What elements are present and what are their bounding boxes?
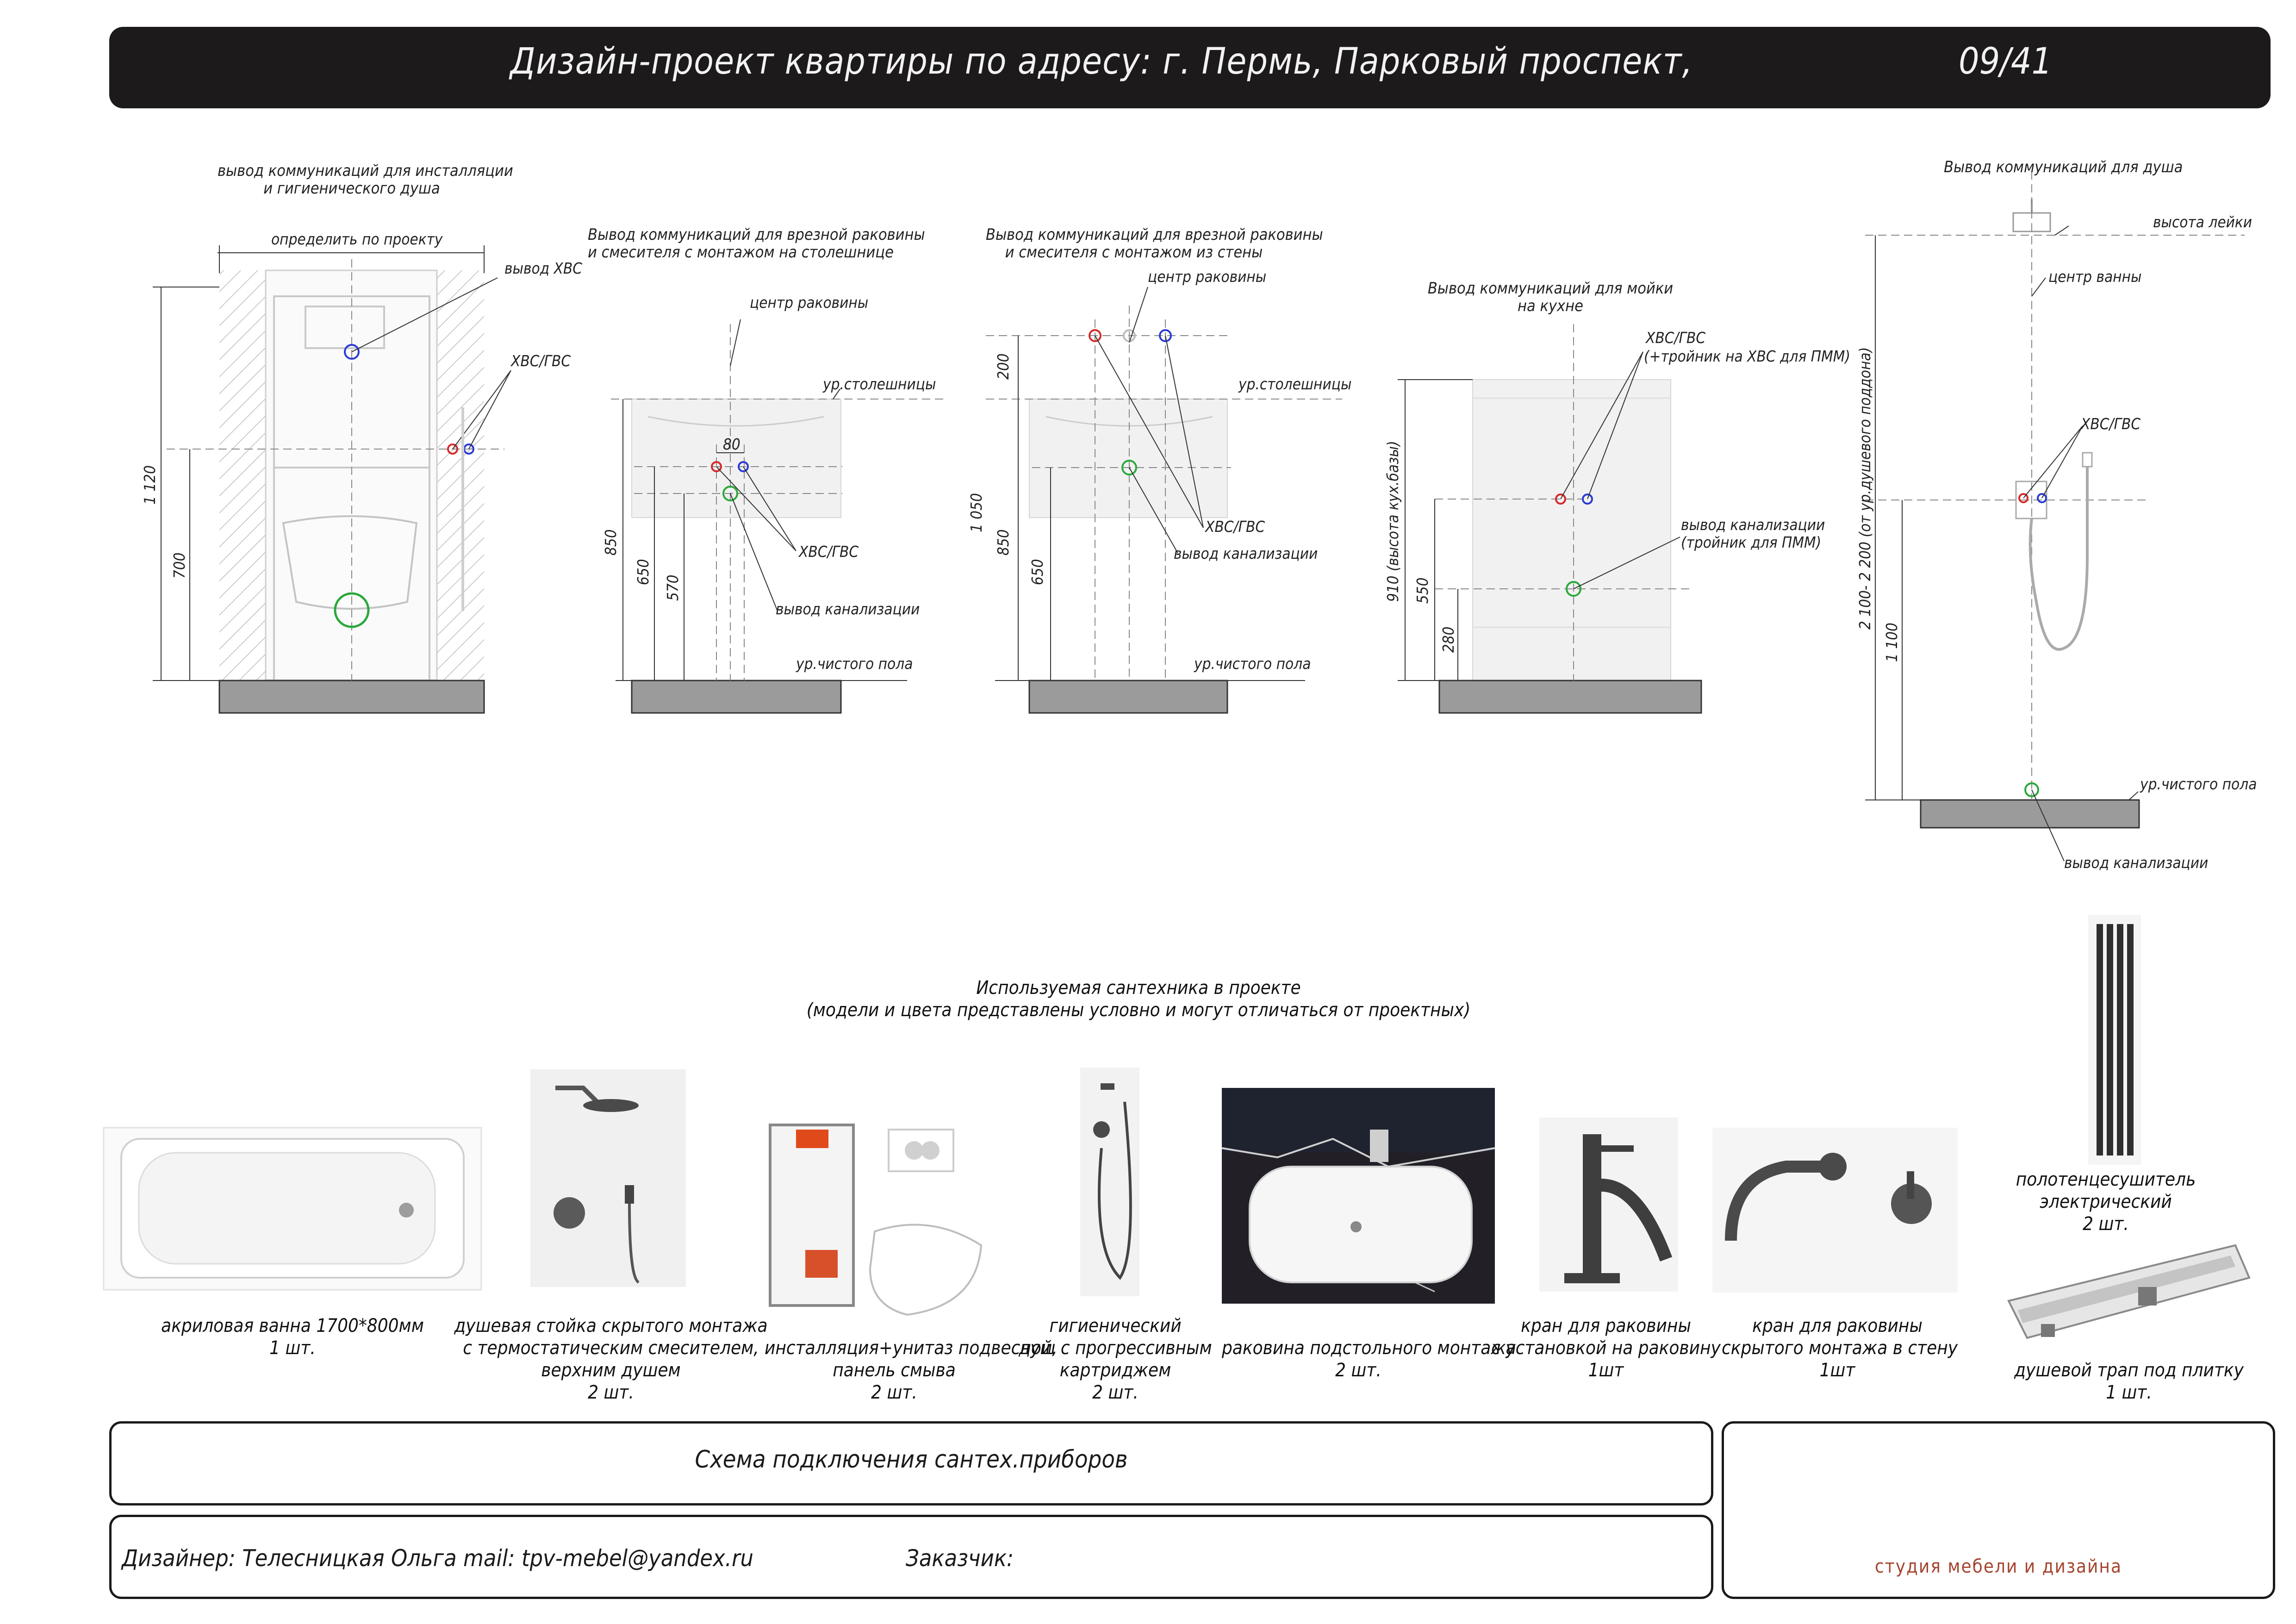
drawing3-dim-1050: 1 050	[967, 493, 985, 532]
drawing2-drain-label: вывод канализации	[776, 600, 920, 618]
drawing3-hvs-gvs-label: ХВС/ГВС	[1205, 518, 1265, 536]
product-caption-towel-warmer	[2009, 1168, 2203, 1235]
product-shower-set-line4: 2 шт.	[588, 1382, 634, 1403]
product-shower-set-image	[530, 1069, 686, 1287]
drawing1-dim-total: 1 120	[141, 465, 159, 505]
product-hygienic-line2: душ с прогрессивным	[1019, 1337, 1212, 1359]
drawing2-caption	[588, 225, 925, 262]
drawing4-drain-label1: вывод канализации	[1681, 516, 1825, 534]
drawing5-head-label: высота лейки	[2153, 213, 2252, 231]
product-faucet-wall-line1: кран для раковины	[1752, 1315, 1923, 1337]
drawing-kitchen	[1398, 324, 1701, 713]
drawing5-center-label: центр ванны	[2048, 268, 2142, 286]
drawing2-dim-850: 850	[602, 529, 620, 556]
scheme-title-box	[109, 1421, 1713, 1505]
designer-info: Дизайнер: Телесницкая Ольга mail: tpv-mebel@yandex.ru	[122, 1545, 753, 1572]
product-faucet-wall-line2: скрытого монтажа в стену	[1722, 1337, 1958, 1359]
drawing5-dim-1100: 1 100	[1883, 623, 1901, 662]
drawing2-dim-650: 650	[634, 559, 652, 585]
product-caption-bathtub	[154, 1315, 431, 1359]
product-caption-sink	[1222, 1337, 1516, 1381]
drawing1-dim-height: 700	[170, 552, 188, 579]
drawing2-countertop-label: ур.столешницы	[823, 375, 936, 393]
drawing4-dim-910: 910 (высота кух.базы)	[1384, 441, 1402, 602]
product-bathtub-line2: 1 шт.	[269, 1337, 316, 1359]
drawing4-hvs-gvs-label: ХВС/ГВС	[1646, 329, 1706, 347]
drawing4-caption-line2: на кухне	[1518, 297, 1583, 315]
product-shower-set-line1: душевая стойка скрытого монтажа	[454, 1315, 768, 1337]
drawing2-dim-spacing: 80	[723, 435, 740, 453]
drawing3-caption-line2: и смесителя с монтажом из стены	[1005, 243, 1263, 262]
drawing1-caption-line2: и гигиенического душа	[263, 179, 440, 198]
product-bathtub-line1: акриловая ванна 1700*800мм	[161, 1315, 424, 1337]
product-installation-line3: 2 шт.	[871, 1382, 917, 1403]
product-faucet-wall-line3: 1шт	[1819, 1360, 1855, 1381]
product-installation-line2: панель смыва	[833, 1360, 956, 1381]
drawing2-center-label: центр раковины	[750, 294, 869, 312]
product-hygienic-line1: гигиенический	[1049, 1315, 1182, 1337]
drawing2-dim-570: 570	[664, 575, 682, 601]
drawing5-drain-label: вывод канализации	[2064, 854, 2209, 872]
product-shower-set-line2: с термостатическим смесителем,	[463, 1337, 759, 1359]
drawing1-caption	[218, 162, 513, 198]
drawing5-dim-total: 2 100- 2 200 (от ур.душевого поддона)	[1856, 347, 1874, 630]
drawing2-caption-line2: и смесителя с монтажом на столешнице	[588, 243, 894, 262]
product-sink-line2: 2 шт.	[1335, 1360, 1381, 1381]
product-faucet-deck-image	[1539, 1118, 1678, 1292]
drawing3-caption	[986, 225, 1323, 262]
product-faucet-wall-image	[1712, 1128, 1958, 1293]
product-caption-hygienic-shower	[1018, 1315, 1213, 1404]
product-drain-line2: 1 шт.	[2106, 1382, 2152, 1403]
product-towel-line3: 2 шт.	[2083, 1213, 2129, 1235]
product-caption-faucet-deck	[1490, 1315, 1722, 1381]
drawing5-hvs-gvs-label: ХВС/ГВС	[2081, 415, 2141, 433]
product-caption-faucet-wall	[1722, 1315, 1958, 1381]
product-shower-set-line3: верхним душем	[541, 1360, 681, 1381]
product-towel-line2: электрический	[2040, 1191, 2172, 1212]
product-installation-line1: инсталляция+унитаз подвесной,	[765, 1337, 1058, 1359]
drawing2-floor-label: ур.чистого пола	[796, 655, 913, 673]
product-faucet-deck-line3: 1шт	[1588, 1360, 1624, 1381]
products-title-line1: Используемая сантехника в проекте	[976, 977, 1301, 999]
logo-box	[1722, 1421, 2275, 1599]
scheme-title: Схема подключения сантех.приборов	[695, 1446, 1128, 1474]
products-title-line2: (модели и цвета представлены условно и могут отличаться от проектных)	[806, 999, 1471, 1021]
drawing3-dim-650: 650	[1028, 559, 1046, 585]
drawing1-top-dim: определить по проекту	[271, 230, 443, 248]
product-caption-shower-set	[444, 1315, 778, 1404]
product-shower-drain-image	[2009, 1245, 2249, 1338]
product-hygienic-line4: 2 шт.	[1092, 1382, 1139, 1403]
drawing2-caption-line1: Вывод коммуникаций для врезной раковины	[588, 225, 925, 244]
customer-label: Заказчик:	[906, 1545, 1014, 1572]
page-title: Дизайн-проект квартиры по адресу: г. Пермь, Парковый проспект,	[510, 41, 1693, 82]
product-hygienic-shower-image	[1080, 1068, 1139, 1296]
drawing1-hvs-gvs-label: ХВС/ГВС	[511, 352, 571, 370]
drawing-installation	[153, 245, 511, 713]
product-drain-line1: душевой трап под плитку	[2014, 1360, 2244, 1381]
product-installation-image	[770, 1125, 981, 1315]
products-title	[676, 977, 1601, 1021]
drawing3-drain-label: вывод канализации	[1174, 544, 1318, 562]
drawing5-floor-label: ур.чистого пола	[2140, 775, 2257, 793]
product-towel-line1: полотенцесушитель	[2016, 1169, 2196, 1190]
drawing3-center-label: центр раковины	[1148, 268, 1267, 286]
drawing4-dim-550: 550	[1413, 577, 1431, 604]
product-caption-installation	[765, 1337, 1058, 1404]
drawing1-hvs-out-label: вывод ХВС	[504, 259, 582, 277]
drawing3-countertop-label: ур.столешницы	[1238, 375, 1352, 393]
drawing5-caption: Вывод коммуникаций для душа	[1944, 158, 2183, 176]
drawing4-drain-label2: (тройник для ПММ)	[1681, 533, 1822, 551]
product-faucet-deck-line1: кран для раковины	[1521, 1315, 1691, 1337]
drawing2-hvs-gvs-label: ХВС/ГВС	[799, 543, 859, 561]
product-sink-line1: раковина подстольного монтажа	[1222, 1337, 1516, 1359]
product-faucet-deck-line2: с установкой на раковину	[1491, 1337, 1721, 1359]
product-hygienic-line3: картриджем	[1059, 1360, 1171, 1381]
product-undercounter-sink-image	[1222, 1088, 1495, 1304]
drawing1-caption-line1: вывод коммуникаций для инсталляции	[218, 162, 513, 180]
drawing-sink-wall	[986, 287, 1342, 713]
logo-subtitle: студия мебели и дизайна	[1874, 1556, 2122, 1577]
drawing4-dim-280: 280	[1439, 626, 1457, 653]
drawing4-caption-line1: Вывод коммуникаций для мойки	[1427, 279, 1674, 298]
product-towel-warmer-image	[2088, 915, 2141, 1165]
drawing4-tee-label: (+тройник на ХВС для ПММ)	[1644, 347, 1850, 365]
drawing3-floor-label: ур.чистого пола	[1194, 655, 1311, 673]
drawing3-dim-200: 200	[994, 353, 1012, 380]
drawing3-caption-line1: Вывод коммуникаций для врезной раковины	[986, 225, 1323, 244]
product-caption-shower-drain	[2009, 1359, 2249, 1404]
drawing3-dim-850: 850	[994, 529, 1012, 556]
designer-box	[109, 1515, 1713, 1599]
product-bathtub-image	[104, 1128, 481, 1290]
drawing4-caption	[1425, 280, 1675, 315]
page-number: 09/41	[1959, 41, 2053, 82]
